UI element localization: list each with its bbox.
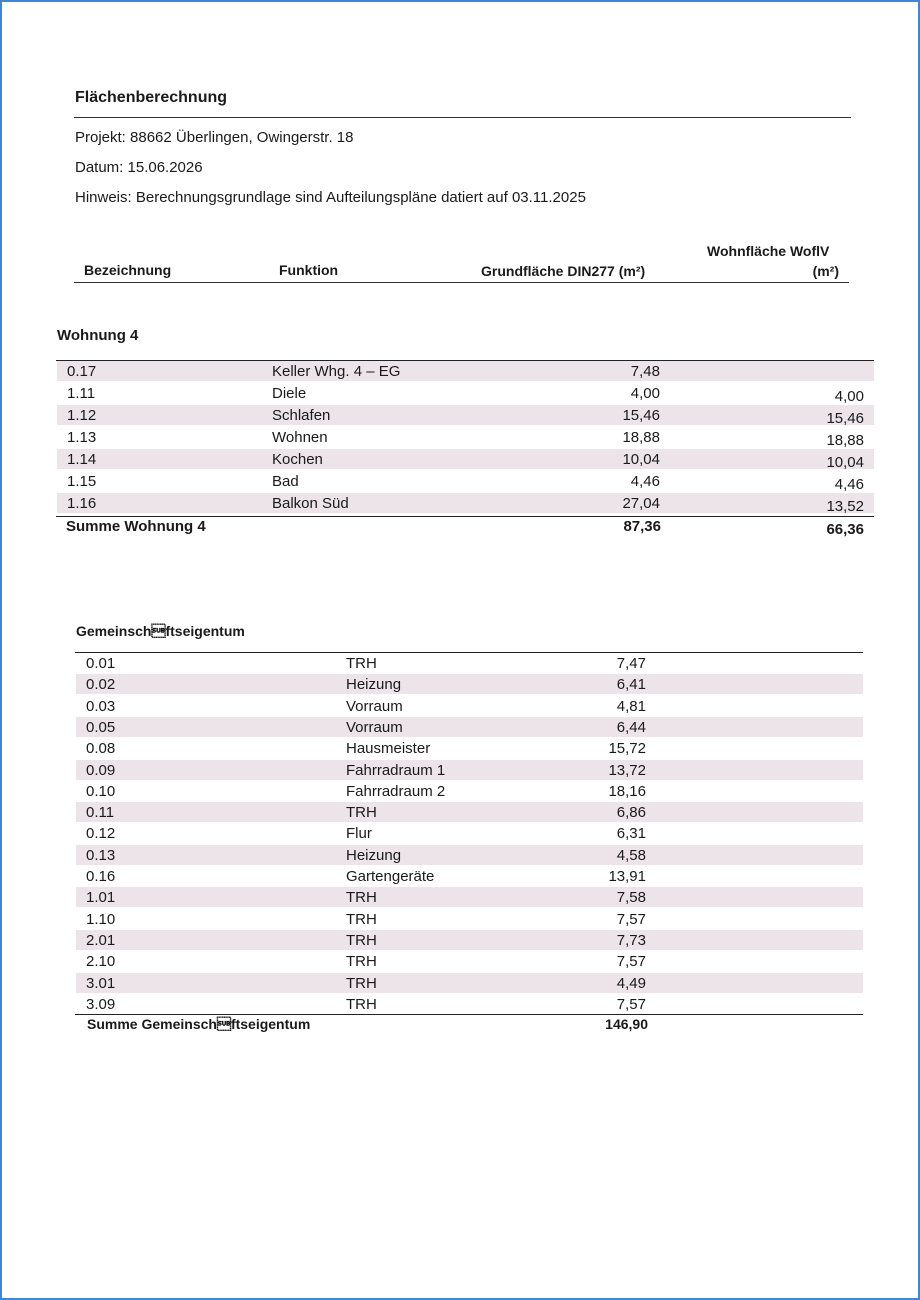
- cell-grundflaeche: 4,49: [616, 974, 646, 992]
- table-row: [57, 361, 874, 381]
- cell-grundflaeche: 7,57: [616, 910, 646, 928]
- cell-funktion: TRH: [346, 974, 377, 992]
- table-row: [57, 405, 874, 425]
- cell-bezeichnung: 1.12: [67, 407, 97, 424]
- sum-grundflaeche: 87,36: [623, 518, 661, 535]
- table-row: [76, 930, 863, 950]
- cell-grundflaeche: 7,57: [616, 953, 646, 971]
- cell-grundflaeche: 13,91: [608, 868, 646, 885]
- table-row: [76, 866, 863, 886]
- sum-label: Summe Wohnung 4: [66, 518, 206, 535]
- table-row: [76, 802, 863, 822]
- table-row: [76, 696, 863, 716]
- cell-funktion: Kochen: [272, 451, 323, 468]
- gemeinschaft-sum-row: [0, 1016, 920, 1036]
- table-row: [57, 493, 874, 513]
- cell-funktion: Schlafen: [272, 407, 331, 424]
- section-title-wohnung4: Wohnung 4: [57, 327, 139, 344]
- cell-bezeichnung: 1.11: [67, 385, 96, 402]
- cell-bezeichnung: 1.16: [67, 495, 97, 512]
- cell-funktion: TRH: [346, 953, 377, 971]
- cell-grundflaeche: 7,73: [616, 931, 646, 949]
- cell-funktion: TRH: [346, 889, 377, 907]
- table-row: [76, 674, 863, 694]
- cell-funktion: Bad: [272, 473, 299, 490]
- cell-funktion: Fahrradraum 1: [346, 761, 446, 779]
- cell-grundflaeche: 7,48: [630, 363, 660, 380]
- cell-grundflaeche: 13,72: [608, 761, 646, 779]
- cell-grundflaeche: 18,88: [622, 429, 660, 446]
- cell-bezeichnung: 2.01: [86, 931, 116, 949]
- cell-bezeichnung: 0.13: [86, 846, 116, 864]
- cell-bezeichnung: 3.01: [86, 974, 116, 992]
- cell-bezeichnung: 0.10: [86, 782, 116, 800]
- table-row: [76, 738, 863, 758]
- cell-wohnflaeche: 15,46: [826, 410, 864, 427]
- column-header-wohnflaeche: Wohnfläche WoflV: [707, 243, 830, 259]
- header-divider: [74, 282, 849, 283]
- cell-grundflaeche: 10,04: [622, 451, 660, 468]
- cell-wohnflaeche: 10,04: [826, 454, 864, 471]
- cell-bezeichnung: 1.13: [67, 429, 97, 446]
- cell-funktion: Diele: [272, 385, 307, 402]
- cell-bezeichnung: 2.10: [86, 953, 116, 971]
- cell-funktion: Keller Whg. 4 – EG: [272, 363, 401, 380]
- cell-bezeichnung: 0.16: [86, 868, 116, 885]
- cell-grundflaeche: 27,04: [622, 495, 660, 512]
- table-row: [76, 717, 863, 737]
- sum-label: Summe Gemeinschftseigentum: [87, 1016, 311, 1032]
- cell-bezeichnung: 1.10: [86, 910, 116, 928]
- wohnung4-sum-rule: [56, 516, 874, 517]
- cell-bezeichnung: 0.17: [67, 363, 97, 380]
- cell-funktion: Vorraum: [346, 718, 403, 736]
- cell-grundflaeche: 15,46: [622, 407, 660, 424]
- table-row: [76, 887, 863, 907]
- cell-funktion: Fahrradraum 2: [346, 782, 446, 800]
- cell-bezeichnung: 0.03: [86, 697, 116, 715]
- cell-bezeichnung: 1.01: [86, 889, 116, 907]
- table-row: [57, 449, 874, 469]
- cell-funktion: TRH: [346, 910, 377, 928]
- table-row: [76, 973, 863, 993]
- cell-bezeichnung: 0.01: [86, 655, 116, 672]
- cell-bezeichnung: 1.14: [67, 451, 97, 468]
- cell-funktion: Wohnen: [272, 429, 328, 446]
- cell-wohnflaeche: 13,52: [826, 498, 864, 515]
- cell-grundflaeche: 7,47: [616, 655, 646, 672]
- cell-grundflaeche: 6,31: [616, 825, 646, 843]
- sum-wohnflaeche: 66,36: [826, 521, 864, 538]
- cell-funktion: TRH: [346, 931, 377, 949]
- cell-grundflaeche: 7,58: [616, 889, 646, 907]
- table-row: [57, 427, 874, 447]
- cell-funktion: TRH: [346, 995, 377, 1013]
- cell-grundflaeche: 6,41: [616, 676, 646, 694]
- cell-bezeichnung: 0.08: [86, 740, 116, 758]
- cell-funktion: Heizung: [346, 676, 402, 694]
- table-row: [76, 845, 863, 865]
- cell-grundflaeche: 4,00: [630, 385, 660, 402]
- table-row: [76, 781, 863, 801]
- table-row: [57, 471, 874, 491]
- gemeinschaft-sum-rule: [75, 1014, 863, 1015]
- document-title: Flächenberechnung: [75, 89, 228, 106]
- cell-funktion: Heizung: [346, 846, 402, 864]
- cell-funktion: TRH: [346, 804, 377, 822]
- cell-wohnflaeche: 4,00: [834, 388, 864, 405]
- sum-grundflaeche: 146,90: [605, 1016, 648, 1032]
- column-header-wohnflaeche-unit: (m²): [812, 263, 839, 279]
- cell-grundflaeche: 4,46: [630, 473, 660, 490]
- title-divider: [74, 117, 851, 118]
- date-line: Datum: 15.06.2026: [75, 159, 203, 176]
- cell-funktion: Flur: [346, 825, 372, 843]
- cell-bezeichnung: 0.05: [86, 718, 116, 736]
- table-row: [57, 383, 874, 403]
- cell-funktion: Gartengeräte: [346, 868, 435, 885]
- cell-grundflaeche: 4,81: [616, 697, 646, 715]
- section-title-gemeinschaftseigentum: Gemeinschftseigentum: [76, 623, 245, 639]
- cell-funktion: Hausmeister: [346, 740, 431, 758]
- cell-funktion: Vorraum: [346, 697, 403, 715]
- cell-grundflaeche: 6,86: [616, 804, 646, 822]
- cell-funktion: TRH: [346, 655, 377, 672]
- note-line: Hinweis: Berechnungsgrundlage sind Aufteilungspläne datiert auf 03.11.2025: [75, 189, 586, 206]
- cell-bezeichnung: 0.02: [86, 676, 116, 694]
- cell-grundflaeche: 7,57: [616, 995, 646, 1013]
- cell-bezeichnung: 1.15: [67, 473, 97, 490]
- table-row: [76, 909, 863, 929]
- table-row: [76, 951, 863, 971]
- table-row: [76, 823, 863, 843]
- cell-bezeichnung: 3.09: [86, 995, 116, 1013]
- table-row: [76, 994, 863, 1014]
- cell-wohnflaeche: 4,46: [834, 476, 864, 493]
- cell-bezeichnung: 0.09: [86, 761, 116, 779]
- cell-grundflaeche: 4,58: [616, 846, 646, 864]
- column-header-grundflaeche: Grundfläche DIN277 (m²): [481, 263, 646, 279]
- wohnung4-sum-row: [0, 518, 920, 538]
- cell-wohnflaeche: 18,88: [826, 432, 864, 449]
- table-row: [76, 760, 863, 780]
- cell-grundflaeche: 6,44: [616, 718, 646, 736]
- cell-funktion: Balkon Süd: [272, 495, 349, 512]
- table-row: [76, 653, 863, 673]
- cell-bezeichnung: 0.12: [86, 825, 116, 843]
- project-line: Projekt: 88662 Überlingen, Owingerstr. 18: [75, 129, 354, 146]
- cell-grundflaeche: 18,16: [608, 782, 646, 800]
- cell-bezeichnung: 0.11: [86, 804, 115, 822]
- column-header-funktion: Funktion: [279, 262, 339, 278]
- column-header-bezeichnung: Bezeichnung: [84, 262, 172, 278]
- cell-grundflaeche: 15,72: [608, 740, 646, 758]
